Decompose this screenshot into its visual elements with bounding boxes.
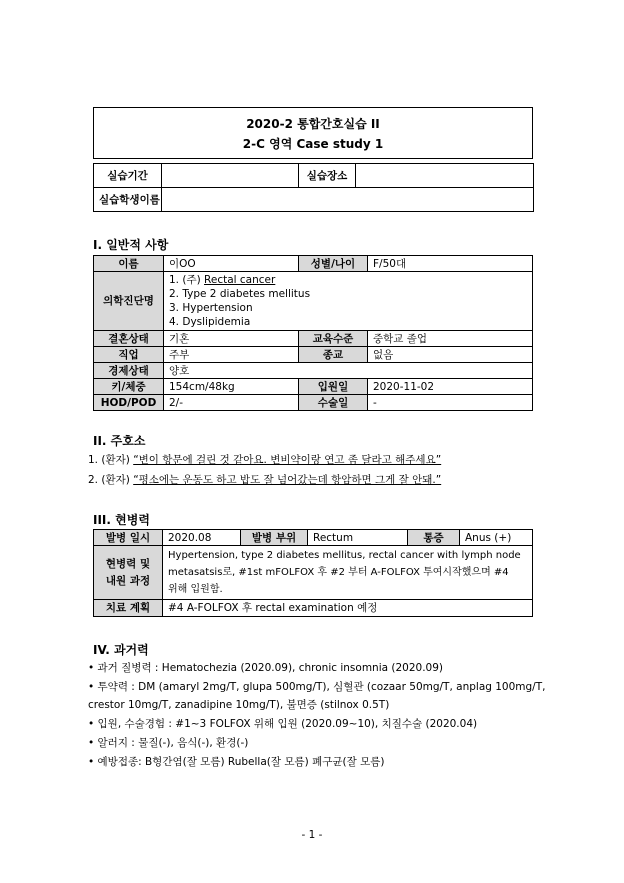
height-weight-value: 154cm/48kg bbox=[164, 379, 299, 395]
diagnosis-4: 4. Dyslipidemia bbox=[169, 316, 251, 328]
hod-pod-value: 2/- bbox=[164, 395, 299, 411]
name-value: 이OO bbox=[164, 256, 299, 272]
hod-pod-label: HOD/POD bbox=[94, 395, 164, 411]
history-line-1: Hypertension, type 2 diabetes mellitus, rectal cancer with lymph node bbox=[168, 550, 521, 561]
religion-label: 종교 bbox=[299, 347, 368, 363]
marital-value: 기혼 bbox=[164, 331, 299, 347]
economic-value: 양호 bbox=[164, 363, 533, 379]
past-history-item: • 예방접종: B형간염(잘 모름) Rubella(잘 모름) 폐구균(잘 모름) bbox=[88, 756, 385, 768]
past-history-item: • 투약력 : DM (amaryl 2mg/T, glupa 500mg/T), 심혈관 (cozaar 50mg/T, anplag 100mg/T, bbox=[88, 681, 546, 693]
site-value: Rectum bbox=[308, 530, 408, 546]
section-past-history-heading: IV. 과거력 bbox=[93, 643, 149, 657]
history-value bbox=[163, 546, 533, 600]
document-title: 2020-2 통합간호실습 II bbox=[246, 117, 380, 131]
plan-value: #4 A-FOLFOX 후 rectal examination 예정 bbox=[163, 600, 533, 617]
section-general-heading: I. 일반적 사항 bbox=[93, 238, 169, 252]
height-weight-label: 키/체중 bbox=[94, 379, 164, 395]
complaint-2-prefix: 2. (환자) bbox=[88, 474, 134, 486]
onset-label: 발병 일시 bbox=[94, 530, 163, 546]
student-value bbox=[162, 188, 534, 212]
marital-label: 결혼상태 bbox=[94, 331, 164, 347]
past-history-item: • 과거 질병력 : Hematochezia (2020.09), chronic insomnia (2020.09) bbox=[88, 662, 444, 674]
history-line-3: 위해 입원함. bbox=[168, 584, 223, 595]
complaint-1-text: “변이 항문에 걸린 것 같아요. 변비약이랑 연고 좀 달라고 해주세요” bbox=[133, 454, 442, 466]
diagnosis-label: 의학진단명 bbox=[94, 272, 164, 331]
complaint-1-prefix: 1. (환자) bbox=[88, 454, 134, 466]
page-number: - 1 - bbox=[301, 829, 323, 841]
complaint-1 bbox=[88, 452, 441, 467]
surgery-value: - bbox=[368, 395, 533, 411]
diagnosis-2: 2. Type 2 diabetes mellitus bbox=[169, 288, 311, 300]
admission-value: 2020-11-02 bbox=[368, 379, 533, 395]
symptom-value: Anus (+) bbox=[460, 530, 533, 546]
practice-info-table bbox=[93, 163, 534, 212]
past-history-item: • 입원, 수술경험 : #1~3 FOLFOX 위해 입원 (2020.09~10), 치질수술 (2020.04) bbox=[88, 718, 478, 730]
period-value bbox=[162, 164, 299, 188]
place-value bbox=[356, 164, 534, 188]
past-history-item: crestor 10mg/T, zanadipine 10mg/T), 불면증 (stilnox 0.5T) bbox=[88, 699, 390, 711]
economic-label: 경제상태 bbox=[94, 363, 164, 379]
complaint-2-text: “평소에는 운동도 하고 밥도 잘 넘어갔는데 항암하면 그게 잘 안돼.” bbox=[133, 474, 442, 486]
period-label: 실습기간 bbox=[94, 164, 162, 188]
history-label-2: 내원 과정 bbox=[105, 574, 151, 587]
complaint-2 bbox=[88, 472, 441, 487]
past-history-item: • 알러지 : 물질(-), 음식(-), 환경(-) bbox=[88, 737, 249, 749]
sex-age-label: 성별/나이 bbox=[299, 256, 368, 272]
surgery-label: 수술일 bbox=[299, 395, 368, 411]
history-label-1: 현병력 및 bbox=[105, 557, 151, 570]
job-value: 주부 bbox=[164, 347, 299, 363]
section-complaint-heading: II. 주호소 bbox=[93, 434, 146, 448]
document-subtitle: 2-C 영역 Case study 1 bbox=[242, 137, 384, 151]
diagnosis-value bbox=[164, 272, 533, 331]
education-label: 교육수준 bbox=[299, 331, 368, 347]
general-info-table bbox=[93, 255, 533, 411]
diagnosis-3: 3. Hypertension bbox=[169, 302, 253, 314]
symptom-label: 통증 bbox=[408, 530, 460, 546]
sex-age-value: F/50대 bbox=[368, 256, 533, 272]
student-label: 실습학생이름 bbox=[94, 188, 162, 212]
present-illness-table bbox=[93, 529, 533, 617]
admission-label: 입원일 bbox=[299, 379, 368, 395]
history-label bbox=[94, 546, 163, 600]
title-box bbox=[93, 107, 533, 159]
job-label: 직업 bbox=[94, 347, 164, 363]
name-label: 이름 bbox=[94, 256, 164, 272]
onset-value: 2020.08 bbox=[163, 530, 241, 546]
site-label: 발병 부위 bbox=[241, 530, 308, 546]
diagnosis-1: Rectal cancer bbox=[204, 274, 276, 286]
diagnosis-1-prefix: 1. (주) bbox=[169, 274, 205, 286]
place-label: 실습장소 bbox=[299, 164, 356, 188]
education-value: 중학교 졸업 bbox=[368, 331, 533, 347]
plan-label: 치료 계획 bbox=[94, 600, 163, 617]
religion-value: 없음 bbox=[368, 347, 533, 363]
section-history-heading: III. 현병력 bbox=[93, 513, 150, 527]
history-line-2: metasatsis로, #1st mFOLFOX 후 #2 부터 A-FOLFOX 투여시작했으며 #4 bbox=[168, 567, 509, 578]
